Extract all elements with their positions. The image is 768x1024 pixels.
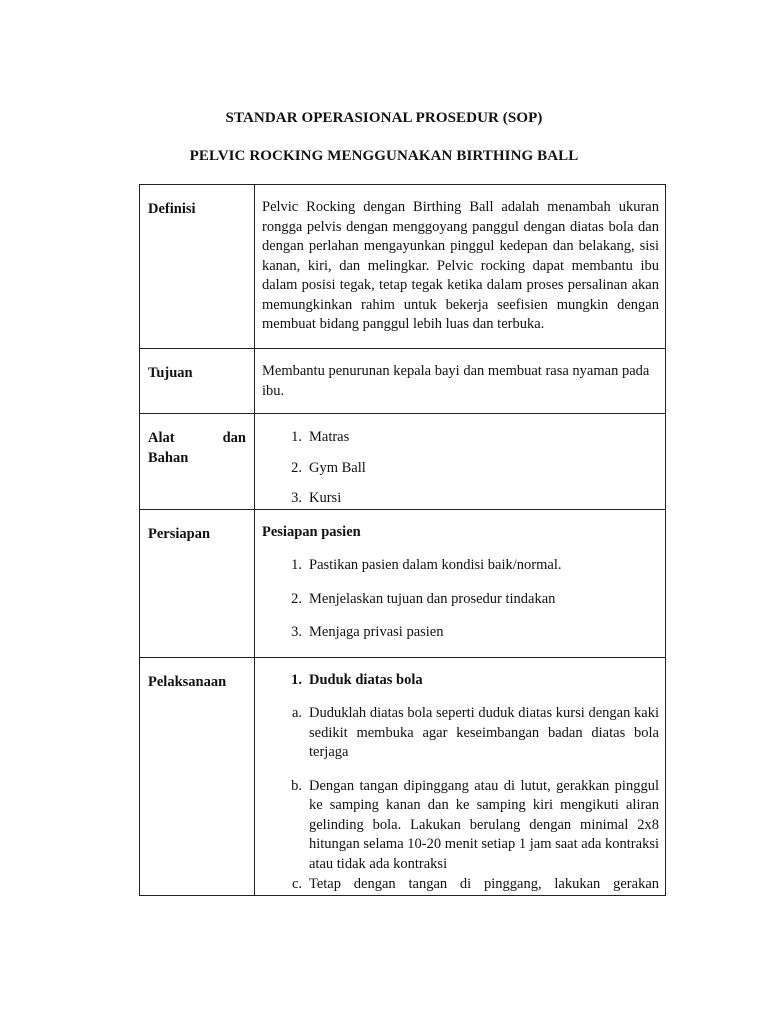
- list-item: 2. Gym Ball: [291, 459, 366, 476]
- list-item: c. Tetap dengan tangan di pinggang, lakukan gerakan: [291, 876, 659, 892]
- label-alat-bahan: [140, 414, 255, 510]
- document-title: STANDAR OPERASIONAL PROSEDUR (SOP): [225, 110, 543, 126]
- persiapan-heading: Pesiapan pasien: [262, 523, 361, 540]
- definisi-text: Pelvic Rocking dengan Birthing Ball adalah menambah ukuran rongga pelvis dengan menggoyang panggul dengan diatas bola dan dengan perlahan mengayunkan pinggul kedepan dan belakang, sisi kanan, kiri, dan melingkar. Pelvic rocking dapat membantu ibu dalam posisi tegak, tetap tegak ketika dalam proses persalinan akan memungkinkan rahim untuk bekerja seefisien mungkin dengan membuat bidang panggul lebih luas dan terbuka.: [255, 185, 666, 349]
- pelaksanaan-content: [255, 657, 666, 895]
- row-tujuan: [140, 349, 666, 414]
- pelaksanaan-step: 1. Duduk diatas bola: [291, 671, 423, 688]
- list-item: 1. Pastikan pasien dalam kondisi baik/normal.: [291, 557, 562, 573]
- sop-table: [139, 184, 666, 896]
- label-alat-line2: Bahan: [148, 449, 189, 466]
- label-pelaksanaan: Pelaksanaan: [140, 657, 255, 895]
- row-pelaksanaan: [140, 657, 666, 895]
- persiapan-content: [255, 509, 666, 657]
- list-item: 2. Menjelaskan tujuan dan prosedur tindakan: [291, 590, 556, 607]
- label-alat-line1: Alat dan: [148, 430, 246, 446]
- row-alat-bahan: [140, 414, 666, 510]
- tujuan-text: Membantu penurunan kepala bayi dan membuat rasa nyaman pada ibu.: [255, 349, 666, 414]
- row-definisi: [140, 185, 666, 349]
- label-definisi: Definisi: [140, 185, 255, 349]
- pelaksanaan-list: [262, 704, 659, 895]
- list-item: a. Duduklah diatas bola seperti duduk diatas kursi dengan kaki sedikit membuka agar keseimbangan badan diatas bola terjaga: [291, 705, 659, 760]
- label-persiapan: Persiapan: [140, 509, 255, 657]
- label-tujuan: Tujuan: [140, 349, 255, 414]
- document-subtitle: PELVIC ROCKING MENGGUNAKAN BIRTHING BALL: [189, 148, 579, 164]
- list-item: 1. Matras: [291, 429, 350, 445]
- alat-list: [262, 428, 659, 509]
- list-item: b. Dengan tangan dipinggang atau di lutut, gerakkan pinggul ke samping kanan dan ke samping kiri mengikuti aliran gelinding bola. Lakukan berulang dengan minimal 2x8 hitungan selama 10-20 menit setiap 1 jam saat ada kontraksi atau tidak ada kontraksi: [291, 777, 659, 872]
- row-persiapan: [140, 509, 666, 657]
- list-item: 3. Menjaga privasi pasien: [291, 624, 444, 640]
- alat-content: [255, 414, 666, 510]
- persiapan-list: [262, 556, 659, 643]
- list-item: 3. Kursi: [291, 490, 342, 506]
